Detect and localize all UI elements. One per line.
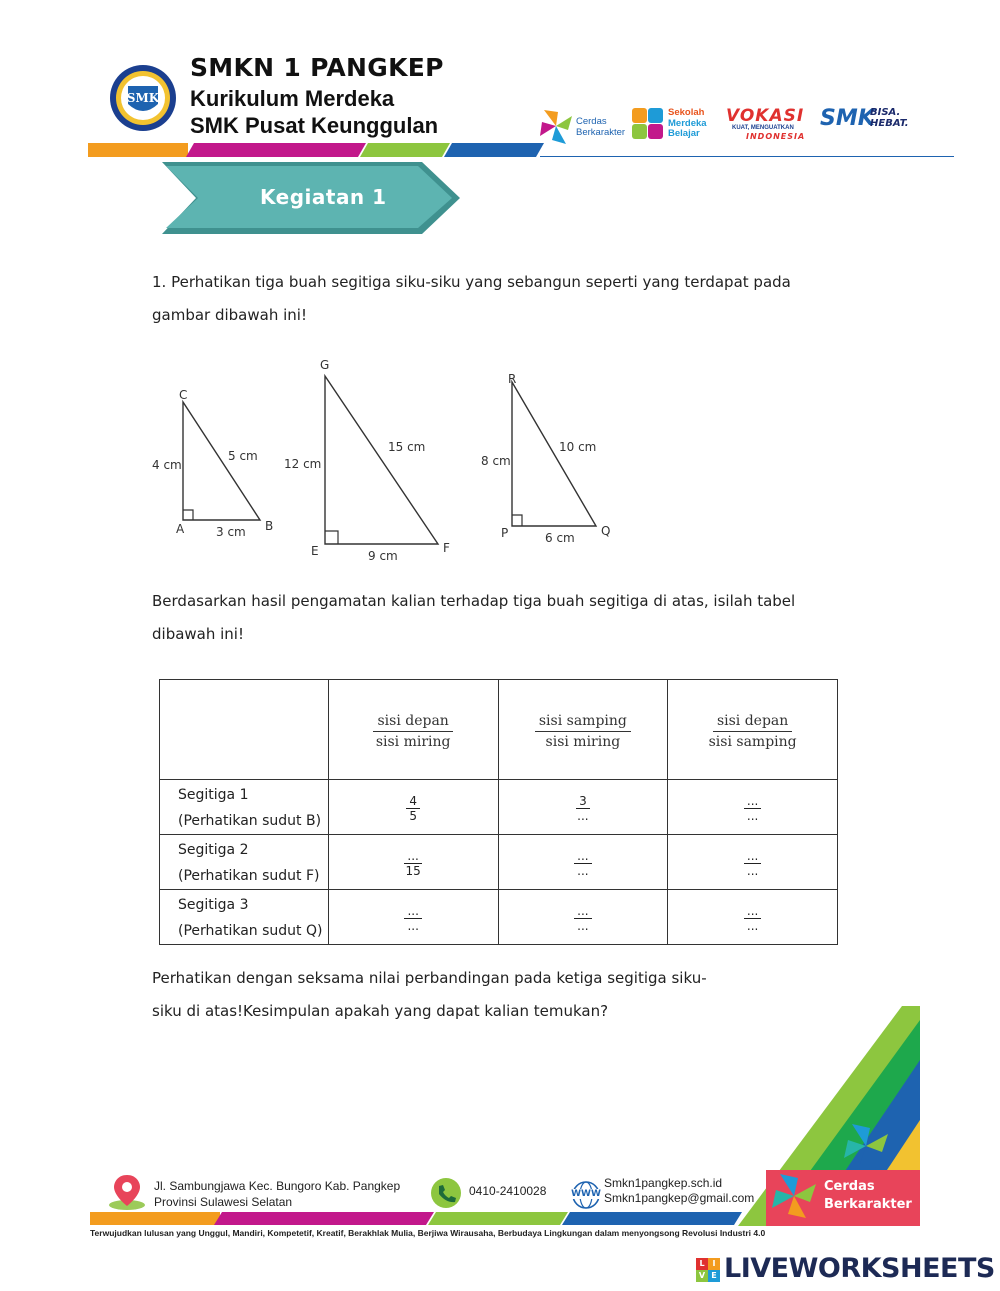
smk-bisa-tag-2: HEBAT. [870, 118, 909, 129]
answer-cell[interactable] [498, 890, 668, 945]
partner-logo-sekolah-merdeka [632, 106, 716, 146]
answer-cell[interactable] [328, 835, 498, 890]
header-stripe-green [360, 143, 450, 157]
footer-motto: Terwujudkan lulusan yang Unggul, Mandiri, Kompetetif, Kreatif, Berakhlak Mulia, Berjiwa Wirausaha, Berbudaya Lingkungan dalam menyongsong Revolusi Industri 4.0 [90, 1228, 766, 1238]
answer-input[interactable]: ... [574, 904, 591, 919]
triangle-3-side-rq: 10 cm [559, 440, 597, 454]
row-2-note: (Perhatikan sudut F) [178, 868, 320, 884]
triangle-1 [152, 388, 273, 539]
question-line-1: 1. Perhatikan tiga buah segitiga siku-siku yang sebangun seperti yang terdapat pada [152, 273, 791, 291]
row-1-note: (Perhatikan sudut B) [178, 813, 322, 829]
table-header-cell [498, 680, 668, 780]
row-1-title: Segitiga 1 [178, 787, 249, 803]
answer-input[interactable]: 5 [409, 809, 417, 823]
answer-input[interactable]: ... [577, 919, 589, 933]
header-3-den: sisi samping [708, 733, 797, 750]
header-rule [540, 156, 954, 157]
activity-label: Kegiatan 1 [260, 185, 387, 209]
badge-letter-i: I [708, 1258, 720, 1270]
header [0, 0, 1000, 160]
answer-input[interactable]: ... [744, 904, 761, 919]
footer-stripe-green [428, 1212, 568, 1225]
table-header-cell [668, 680, 838, 780]
table-row [160, 890, 838, 945]
row-label [160, 890, 329, 945]
row-3-title: Segitiga 3 [178, 897, 249, 913]
website-link[interactable]: Smkn1pangkep.sch.id [604, 1176, 723, 1190]
liveworksheets-logo[interactable]: LIVEWORKSHEETS [724, 1253, 995, 1284]
footer-address [154, 1178, 400, 1210]
row-2-title: Segitiga 2 [178, 842, 249, 858]
triangle-2 [284, 358, 450, 563]
answer-input[interactable]: 15 [405, 864, 421, 878]
instruction-line-1: Berdasarkan hasil pengamatan kalian terhadap tiga buah segitiga di atas, isilah tabel [152, 592, 796, 610]
answer-input[interactable]: 4 [406, 794, 420, 809]
header-1-den: sisi miring [375, 733, 451, 750]
liveworksheets-badge-icon [696, 1258, 720, 1282]
answer-input[interactable]: ... [574, 849, 591, 864]
header-3-num: sisi depan [713, 713, 792, 732]
triangle-1-vertex-c: C [179, 388, 188, 402]
question-text [152, 266, 812, 332]
smk-bisa-tag-1: BISA. [870, 107, 901, 118]
row-3-note: (Perhatikan sudut Q) [178, 923, 323, 939]
triangle-3-side-rp: 8 cm [481, 454, 511, 468]
triangle-3-vertex-q: Q [601, 524, 611, 538]
school-logo-text: SMK [126, 91, 160, 105]
answer-input[interactable]: ... [577, 864, 589, 878]
triangle-3-vertex-r: R [508, 372, 517, 386]
cerdas-line-1: Cerdas [576, 116, 607, 127]
header-2-num: sisi samping [535, 713, 631, 732]
header-stripe-blue [444, 143, 544, 157]
pinwheel-icon [838, 1118, 894, 1174]
answer-cell[interactable] [498, 780, 668, 835]
header-stripe-orange [88, 143, 188, 157]
table-row [160, 780, 838, 835]
instruction-text [152, 585, 812, 651]
header-2-den: sisi miring [545, 733, 621, 750]
merdeka-line-3: Belajar [668, 128, 700, 139]
answer-input[interactable]: ... [744, 794, 761, 809]
triangle-1-side-cb: 5 cm [228, 449, 258, 463]
row-label [160, 835, 329, 890]
answer-cell[interactable] [498, 835, 668, 890]
answer-cell[interactable] [668, 780, 838, 835]
triangle-1-side-ab: 3 cm [216, 525, 246, 539]
triangle-3 [481, 372, 610, 545]
answer-input[interactable]: 3 [576, 794, 590, 809]
badge-letter-e: E [708, 1270, 720, 1282]
answer-input[interactable]: ... [744, 849, 761, 864]
triangle-2-side-ef: 9 cm [368, 549, 398, 563]
footer-phone: 0410-2410028 [469, 1184, 547, 1198]
row-label [160, 780, 329, 835]
answer-input[interactable]: ... [404, 904, 421, 919]
ratio-table [159, 679, 838, 945]
triangle-2-vertex-e: E [311, 544, 319, 558]
table-row [160, 835, 838, 890]
triangles-figure [140, 350, 630, 570]
triangle-1-side-ac: 4 cm [152, 458, 182, 472]
conclusion-text [152, 962, 812, 1028]
school-logo [108, 64, 178, 132]
answer-input[interactable]: ... [746, 919, 759, 933]
badge-line-2: Berkarakter [824, 1197, 912, 1212]
address-line-2: Provinsi Sulawesi Selatan [154, 1195, 293, 1209]
phone-icon [428, 1176, 464, 1210]
table-header-cell [328, 680, 498, 780]
merdeka-puzzle-icon [632, 108, 664, 140]
location-pin-icon [106, 1172, 148, 1212]
header-1-num: sisi depan [373, 713, 452, 732]
badge-line-1: Cerdas [824, 1179, 875, 1194]
answer-cell[interactable] [328, 780, 498, 835]
pinwheel-icon [766, 1168, 822, 1224]
badge-letter-v: V [696, 1270, 708, 1282]
answer-input[interactable]: ... [746, 864, 759, 878]
triangle-2-side-gf: 15 cm [388, 440, 426, 454]
smk-bisa-title: SMK [820, 106, 875, 131]
footer-stripe-blue [562, 1212, 742, 1225]
vokasi-country: INDONESIA [746, 132, 806, 141]
merdeka-line-1: Sekolah [668, 107, 705, 118]
answer-cell[interactable] [668, 890, 838, 945]
answer-cell[interactable] [328, 890, 498, 945]
instruction-line-2: dibawah ini! [152, 625, 244, 643]
triangle-2-vertex-g: G [320, 358, 330, 372]
triangle-3-vertex-p: P [501, 526, 509, 540]
conclusion-line-2: siku di atas!Kesimpulan apakah yang dapat kalian temukan? [152, 1002, 609, 1020]
question-line-2: gambar dibawah ini! [152, 306, 307, 324]
program-label: SMK Pusat Keunggulan [190, 113, 439, 138]
answer-input[interactable]: ... [577, 809, 589, 823]
www-label: WWW [571, 1189, 601, 1199]
table-header-row [160, 680, 838, 780]
answer-input[interactable]: ... [746, 809, 759, 823]
footer-stripe-magenta [214, 1212, 434, 1225]
school-name: SMKN 1 PANGKEP [190, 53, 444, 82]
answer-input[interactable]: ... [407, 919, 419, 933]
partner-logo-cerdas [536, 104, 628, 150]
conclusion-line-1: Perhatikan dengan seksama nilai perbandingan pada ketiga segitiga siku- [152, 969, 707, 987]
answer-cell[interactable] [668, 835, 838, 890]
header-stripe-magenta [186, 143, 366, 157]
triangle-1-vertex-b: B [265, 519, 274, 533]
triangle-2-side-ge: 12 cm [284, 457, 322, 471]
partner-logo-vokasi [720, 106, 816, 142]
triangle-1-vertex-a: A [176, 522, 185, 536]
vokasi-title: VOKASI [726, 106, 805, 126]
vokasi-sub: KUAT, MENGUATKAN [732, 125, 794, 131]
footer-stripe-orange [90, 1212, 220, 1225]
cerdas-badge [824, 1178, 912, 1214]
cerdas-line-2: Berkarakter [576, 127, 626, 138]
footer-web [604, 1176, 754, 1206]
table-corner-cell [160, 680, 329, 780]
partner-logo-smk-bisa [820, 106, 932, 140]
merdeka-line-2: Merdeka [668, 117, 707, 129]
triangle-3-side-pq: 6 cm [545, 531, 575, 545]
email-link[interactable]: Smkn1pangkep@gmail.com [604, 1191, 755, 1205]
triangle-2-vertex-f: F [443, 541, 450, 555]
curriculum-label: Kurikulum Merdeka [190, 86, 395, 111]
address-line-1: Jl. Sambungjawa Kec. Bungoro Kab. Pangkep [154, 1179, 401, 1193]
answer-input[interactable]: ... [404, 849, 421, 864]
badge-letter-l: L [696, 1258, 708, 1270]
pinwheel-icon [536, 106, 576, 148]
